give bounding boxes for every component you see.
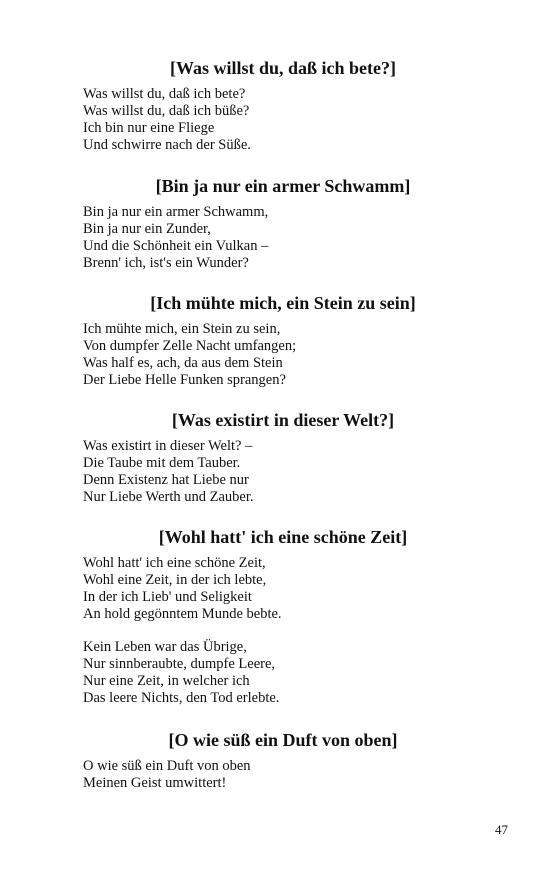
- stanza: [83, 438, 483, 506]
- poem-5: [83, 526, 483, 723]
- page-number: 47: [495, 822, 508, 837]
- verse-line: Ich mühte mich, ein Stein zu sein,: [83, 321, 281, 337]
- verse-line: Denn Existenz hat Liebe nur: [83, 472, 249, 488]
- stanza: [83, 758, 483, 792]
- verse-line: Was existirt in dieser Welt? –: [83, 438, 253, 454]
- stanza: [83, 204, 483, 272]
- stanza: [83, 555, 483, 623]
- poem-title: [Was existirt in dieser Welt?]: [171, 410, 395, 430]
- poem-title: [O wie süß ein Duft von oben]: [168, 730, 398, 750]
- verse-line: Wohl eine Zeit, in der ich lebte,: [83, 572, 267, 588]
- poem-1: [83, 57, 483, 170]
- verse-line: Und die Schönheit ein Vulkan –: [83, 238, 269, 254]
- verse-line: Brenn' ich, ist's ein Wunder?: [83, 255, 249, 271]
- verse-line: Der Liebe Helle Funken sprangen?: [83, 372, 286, 388]
- verse-line: Was willst du, daß ich büße?: [83, 103, 250, 119]
- poem-title: [Bin ja nur ein armer Schwamm]: [155, 176, 411, 196]
- stanza: [83, 86, 483, 154]
- verse-line: Was willst du, daß ich bete?: [83, 86, 246, 102]
- verse-line: O wie süß ein Duft von oben: [83, 758, 251, 774]
- poem-title: [Ich mühte mich, ein Stein zu sein]: [150, 293, 416, 313]
- stanza: [83, 321, 483, 389]
- verse-line: Wohl hatt' ich eine schöne Zeit,: [83, 555, 266, 571]
- verse-line: Was half es, ach, da aus dem Stein: [83, 355, 283, 371]
- verse-line: Nur eine Zeit, in welcher ich: [83, 673, 250, 689]
- verse-line: Ich bin nur eine Fliege: [83, 120, 215, 136]
- verse-line: Und schwirre nach der Süße.: [83, 137, 251, 153]
- poem-3: [83, 292, 483, 405]
- verse-line: Nur sinnberaubte, dumpfe Leere,: [83, 656, 276, 672]
- poem-title: [Wohl hatt' ich eine schöne Zeit]: [158, 527, 408, 547]
- verse-line: Die Taube mit dem Tauber.: [83, 455, 241, 471]
- verse-line: Kein Leben war das Übrige,: [83, 639, 247, 655]
- poem-6: [83, 729, 483, 808]
- verse-line: In der ich Lieb' und Seligkeit: [83, 589, 252, 605]
- verse-line: Das leere Nichts, den Tod erlebte.: [83, 690, 280, 706]
- verse-line: Nur Liebe Werth und Zauber.: [83, 489, 254, 505]
- stanza: [83, 639, 483, 707]
- verse-line: Bin ja nur ein Zunder,: [83, 221, 211, 237]
- verse-line: Bin ja nur ein armer Schwamm,: [83, 204, 269, 220]
- poem-4: [83, 409, 483, 522]
- poem-2: [83, 175, 483, 288]
- verse-line: Von dumpfer Zelle Nacht umfangen;: [83, 338, 297, 354]
- verse-line: An hold gegönntem Munde bebte.: [83, 606, 282, 622]
- poem-title: [Was willst du, daß ich bete?]: [169, 58, 397, 78]
- verse-line: Meinen Geist umwittert!: [83, 775, 227, 791]
